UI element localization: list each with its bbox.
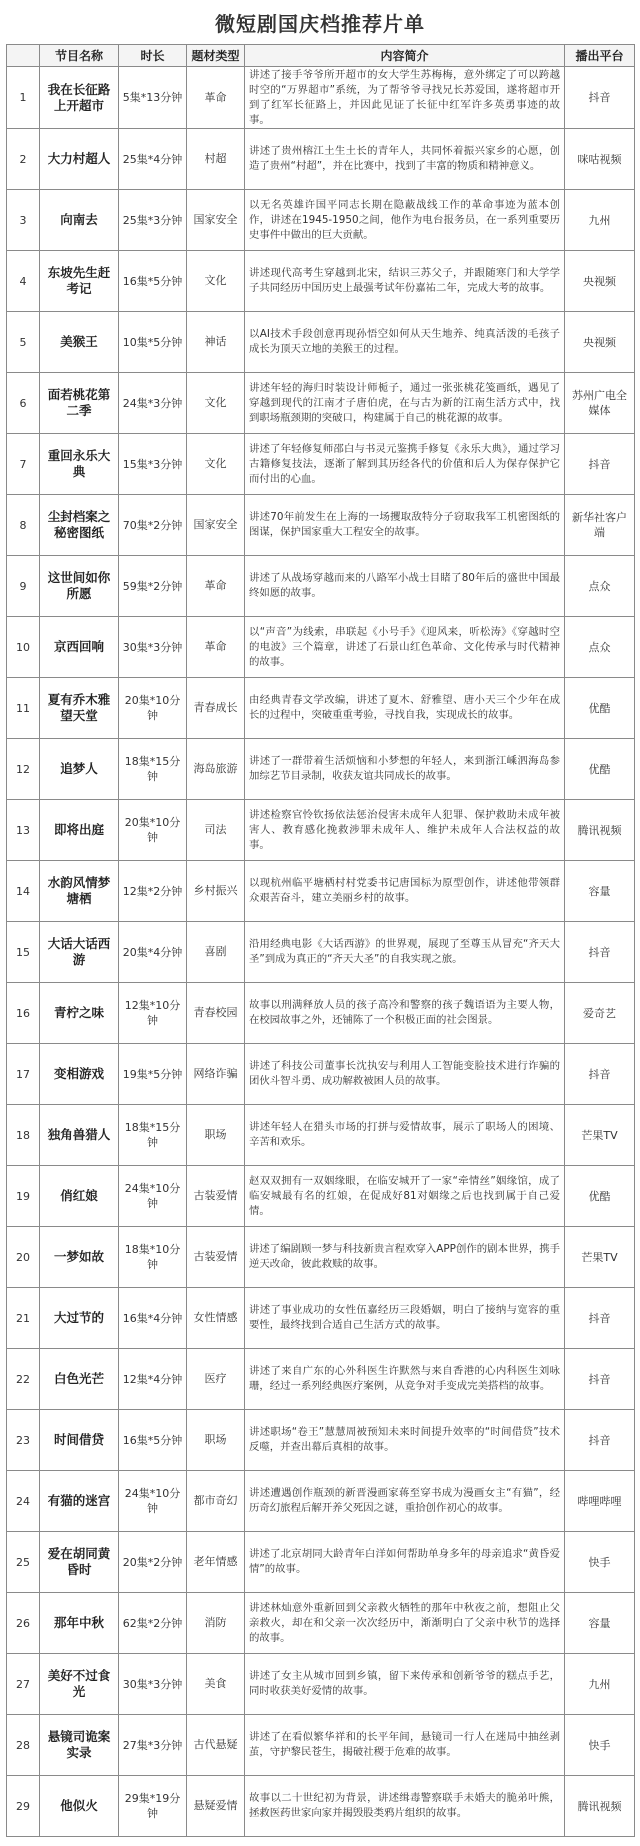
row-number: 24	[7, 1471, 40, 1532]
row-number: 29	[7, 1776, 40, 1837]
duration: 24集*10分钟	[119, 1471, 187, 1532]
description: 讲述检察官怜钦扬依法惩治侵害未成年人犯罪、保护救助未成年被害人、教育感化挽救涉罪未成年人、维护未成年人合法权益的故事。	[249, 808, 560, 851]
description-cell	[245, 434, 565, 495]
program-name: 俏红娘	[40, 1166, 119, 1227]
header-platform: 播出平台	[565, 45, 635, 67]
row-number: 20	[7, 1227, 40, 1288]
program-name: 追梦人	[40, 739, 119, 800]
description-cell	[245, 129, 565, 190]
table-row	[7, 495, 635, 556]
table-row	[7, 67, 635, 129]
duration: 20集*10分钟	[119, 678, 187, 739]
duration: 10集*5分钟	[119, 312, 187, 373]
description-cell	[245, 1593, 565, 1654]
row-number: 21	[7, 1288, 40, 1349]
platform: 抖音	[565, 922, 635, 983]
duration: 18集*10分钟	[119, 1227, 187, 1288]
genre: 文化	[187, 434, 245, 495]
table-row	[7, 739, 635, 800]
description-cell	[245, 1471, 565, 1532]
duration: 24集*10分钟	[119, 1166, 187, 1227]
row-number: 10	[7, 617, 40, 678]
row-number: 14	[7, 861, 40, 922]
genre: 网络诈骗	[187, 1044, 245, 1105]
table-row	[7, 1044, 635, 1105]
program-name: 京西回响	[40, 617, 119, 678]
description: 讲述林灿意外重新回到父亲救火牺牲的那年中秋夜之前，想阻止父亲救火，却在和父亲一次次经历中，渐渐明白了父亲中秋节的选择的故事。	[249, 1601, 560, 1644]
genre: 国家安全	[187, 495, 245, 556]
header-duration: 时长	[119, 45, 187, 67]
table-row	[7, 129, 635, 190]
description-cell	[245, 373, 565, 434]
header-name: 节目名称	[40, 45, 119, 67]
description-cell	[245, 861, 565, 922]
duration: 12集*10分钟	[119, 983, 187, 1044]
duration: 20集*4分钟	[119, 922, 187, 983]
table-row	[7, 1471, 635, 1532]
description: 讲述了在看似繁华祥和的长平年间，悬镜司一行人在迷局中抽丝剥茧，守护黎民苍生，揭破社稷于危难的故事。	[249, 1731, 560, 1758]
description-cell	[245, 617, 565, 678]
table-row	[7, 1105, 635, 1166]
program-name: 那年中秋	[40, 1593, 119, 1654]
platform: 快手	[565, 1715, 635, 1776]
row-number: 4	[7, 251, 40, 312]
duration: 62集*2分钟	[119, 1593, 187, 1654]
table-row	[7, 1715, 635, 1776]
duration: 24集*3分钟	[119, 373, 187, 434]
table-row	[7, 1532, 635, 1593]
platform: 爱奇艺	[565, 983, 635, 1044]
genre: 海岛旅游	[187, 739, 245, 800]
platform: 抖音	[565, 1044, 635, 1105]
duration: 25集*4分钟	[119, 129, 187, 190]
description: 讲述了接手爷爷所开超市的女大学生苏梅梅，意外绑定了可以跨越时空的“万界超市”系统，为了帮爷爷寻找兄长苏爱国，遂将超市开到了红军长征路上，并因此见证了长征中红军许多英勇事迹的故事。	[249, 69, 560, 126]
genre: 都市奇幻	[187, 1471, 245, 1532]
duration: 12集*4分钟	[119, 1349, 187, 1410]
genre: 文化	[187, 251, 245, 312]
program-name: 我在长征路上开超市	[40, 67, 119, 129]
description: 讲述了从战场穿越而来的八路军小战士目睹了80年后的盛世中国最终如愿的故事。	[249, 572, 560, 599]
description-cell	[245, 251, 565, 312]
description: 讲述现代高考生穿越到北宋，结识三苏父子，并跟随寒门和大学学子共同经历中国历史上最强考试年份嘉祐二年，完成大考的故事。	[249, 267, 560, 294]
description-cell	[245, 312, 565, 373]
platform: 九州	[565, 1654, 635, 1715]
description-cell	[245, 678, 565, 739]
genre: 乡村振兴	[187, 861, 245, 922]
description: 讲述了年轻修复师邵白与书灵元鉴携手修复《永乐大典》，通过学习古籍修复技法，逐渐了解到其历经各代的价值和后人为保存保护它而付出的心血。	[249, 442, 560, 485]
duration: 18集*15分钟	[119, 739, 187, 800]
description-cell	[245, 922, 565, 983]
program-name: 悬镜司诡案实录	[40, 1715, 119, 1776]
genre: 青春校园	[187, 983, 245, 1044]
description-cell	[245, 1044, 565, 1105]
genre: 神话	[187, 312, 245, 373]
program-name: 即将出庭	[40, 800, 119, 861]
platform: 优酷	[565, 739, 635, 800]
duration: 12集*2分钟	[119, 861, 187, 922]
program-name: 独角兽猎人	[40, 1105, 119, 1166]
genre: 古装爱情	[187, 1227, 245, 1288]
duration: 16集*5分钟	[119, 251, 187, 312]
platform: 哔哩哔哩	[565, 1471, 635, 1532]
genre: 职场	[187, 1105, 245, 1166]
row-number: 27	[7, 1654, 40, 1715]
platform: 九州	[565, 190, 635, 251]
duration: 70集*2分钟	[119, 495, 187, 556]
description-cell	[245, 1410, 565, 1471]
duration: 30集*3分钟	[119, 1654, 187, 1715]
table-row	[7, 1410, 635, 1471]
header-num	[7, 45, 40, 67]
platform: 咪咕视频	[565, 129, 635, 190]
genre: 文化	[187, 373, 245, 434]
description-cell	[245, 1776, 565, 1837]
program-name: 大过节的	[40, 1288, 119, 1349]
genre: 古代悬疑	[187, 1715, 245, 1776]
program-name: 白色光芒	[40, 1349, 119, 1410]
row-number: 26	[7, 1593, 40, 1654]
description-cell	[245, 190, 565, 251]
row-number: 13	[7, 800, 40, 861]
description: 讲述了贵州榕江土生土长的青年人，共同怀着振兴家乡的心愿，创造了贵州“村超”，并在比赛中，找到了丰富的物质和精神意义。	[249, 145, 560, 172]
genre: 青春成长	[187, 678, 245, 739]
row-number: 7	[7, 434, 40, 495]
description-cell	[245, 495, 565, 556]
duration: 16集*4分钟	[119, 1288, 187, 1349]
genre: 悬疑爱情	[187, 1776, 245, 1837]
row-number: 19	[7, 1166, 40, 1227]
table-row	[7, 1776, 635, 1837]
description: 以无名英雄许国平同志长期在隐蔽战线工作的革命事迹为蓝本创作，讲述在1945-1950之间，他作为电台报务员，在一系列重要历史事件中做出的巨大贡献。	[249, 198, 560, 241]
platform: 芒果TV	[565, 1227, 635, 1288]
row-number: 23	[7, 1410, 40, 1471]
program-name: 时间借贷	[40, 1410, 119, 1471]
description: 以AI技术手段创意再现孙悟空如何从天生地养、纯真活泼的毛孩子成长为顶天立地的美猴王的过程。	[249, 328, 560, 355]
row-number: 2	[7, 129, 40, 190]
description: 以“声音”为线索，串联起《小号手》《迎风来，听松涛》《穿越时空的电波》三个篇章，讲述了石景山红色革命、文化传承与时代精神的故事。	[249, 625, 560, 668]
platform: 点众	[565, 556, 635, 617]
description: 讲述了事业成功的女性伍嘉经历三段婚姻，明白了接纳与宽容的重要性，最终找到合适自己生活方式的故事。	[249, 1304, 560, 1331]
table-row	[7, 373, 635, 434]
description: 讲述了北京胡同大龄青年白洋如何帮助单身多年的母亲追求“黄昏爱情”的故事。	[249, 1548, 560, 1575]
platform: 抖音	[565, 1349, 635, 1410]
row-number: 16	[7, 983, 40, 1044]
program-name: 有猫的迷宫	[40, 1471, 119, 1532]
description: 赵双双拥有一双姻缘眼，在临安城开了一家“牵情丝”姻缘馆，成了临安城最有名的红娘，在促成好81对姻缘之后也找到属于自己爱情。	[249, 1174, 560, 1217]
duration: 27集*3分钟	[119, 1715, 187, 1776]
genre: 女性情感	[187, 1288, 245, 1349]
program-name: 这世间如你所愿	[40, 556, 119, 617]
table-row	[7, 190, 635, 251]
program-name: 爱在胡同黄昏时	[40, 1532, 119, 1593]
row-number: 28	[7, 1715, 40, 1776]
table-row	[7, 983, 635, 1044]
platform: 优酷	[565, 1166, 635, 1227]
program-name: 尘封档案之秘密图纸	[40, 495, 119, 556]
duration: 15集*3分钟	[119, 434, 187, 495]
platform: 新华社客户端	[565, 495, 635, 556]
genre: 喜剧	[187, 922, 245, 983]
table-row	[7, 251, 635, 312]
program-name: 大力村超人	[40, 129, 119, 190]
row-number: 22	[7, 1349, 40, 1410]
program-name: 水韵风情梦塘栖	[40, 861, 119, 922]
description-cell	[245, 1715, 565, 1776]
description-cell	[245, 1105, 565, 1166]
platform: 抖音	[565, 1288, 635, 1349]
duration: 5集*13分钟	[119, 67, 187, 129]
description-cell	[245, 67, 565, 129]
platform: 容量	[565, 861, 635, 922]
program-name: 他似火	[40, 1776, 119, 1837]
platform: 腾讯视频	[565, 1776, 635, 1837]
row-number: 15	[7, 922, 40, 983]
table-row	[7, 434, 635, 495]
platform: 点众	[565, 617, 635, 678]
row-number: 12	[7, 739, 40, 800]
duration: 20集*10分钟	[119, 800, 187, 861]
row-number: 5	[7, 312, 40, 373]
row-number: 18	[7, 1105, 40, 1166]
program-name: 青柠之味	[40, 983, 119, 1044]
platform: 芒果TV	[565, 1105, 635, 1166]
platform: 央视频	[565, 312, 635, 373]
platform: 快手	[565, 1532, 635, 1593]
description-cell	[245, 556, 565, 617]
description: 讲述年轻人在猎头市场的打拼与爱情故事，展示了职场人的困境、辛苦和欢乐。	[249, 1121, 560, 1148]
description: 讲述遭遇创作瓶颈的新晋漫画家蒋至穿书成为漫画女主“有猫”，经历奇幻旅程后解开养父死因之谜，重拾创作初心的故事。	[249, 1487, 560, 1514]
program-name: 美猴王	[40, 312, 119, 373]
description-cell	[245, 1532, 565, 1593]
program-name: 一梦如故	[40, 1227, 119, 1288]
description: 以现杭州临平塘栖村村党委书记唐国标为原型创作，讲述他带领群众艰苦奋斗，建立美丽乡村的故事。	[249, 877, 560, 904]
description-cell	[245, 1654, 565, 1715]
platform: 抖音	[565, 434, 635, 495]
table-row	[7, 312, 635, 373]
program-name: 向南去	[40, 190, 119, 251]
duration: 19集*5分钟	[119, 1044, 187, 1105]
program-name: 美好不过食光	[40, 1654, 119, 1715]
table-row	[7, 1654, 635, 1715]
description: 故事以二十世纪初为背景，讲述缉毒警察联手未婚夫的脆弟叶熊，拯救医药世家向家并揭毁股类鸦片组织的故事。	[249, 1792, 560, 1819]
description-cell	[245, 1349, 565, 1410]
duration: 29集*19分钟	[119, 1776, 187, 1837]
description: 由经典青春文学改编，讲述了夏木、舒雅望、唐小天三个少年在成长的过程中，突破重重考验，寻找自我，实现成长的故事。	[249, 694, 560, 721]
program-name: 东坡先生赶考记	[40, 251, 119, 312]
description: 讲述了编剧顾一梦与科技新贵言程欢穿入APP创作的剧本世界，携手逆天改命，彼此救赎的故事。	[249, 1243, 560, 1270]
page-title: 微短剧国庆档推荐片单	[215, 12, 425, 36]
genre: 革命	[187, 617, 245, 678]
recommendation-table	[6, 44, 635, 1837]
genre: 老年情感	[187, 1532, 245, 1593]
program-name: 重回永乐大典	[40, 434, 119, 495]
genre: 美食	[187, 1654, 245, 1715]
description: 讲述职场“卷王”慧慧周被预知未来时间提升效率的“时间借贷”技术反噬，并查出幕后真相的故事。	[249, 1426, 560, 1453]
table-row	[7, 1166, 635, 1227]
genre: 革命	[187, 67, 245, 129]
platform: 优酷	[565, 678, 635, 739]
description: 沿用经典电影《大话西游》的世界观，展现了至尊玉从冒充“齐天大圣”到成为真正的“齐天大圣”的自我实现之旅。	[249, 938, 560, 965]
description: 讲述年轻的海归时装设计师栀子，通过一张张桃花笺画纸，遇见了穿越到现代的江南才子唐伯虎，在与古为新的江南生活方式中，找到职场瓶颈期的突破口，构建属于自己的桃花源的故事。	[249, 381, 560, 424]
duration: 20集*2分钟	[119, 1532, 187, 1593]
platform: 抖音	[565, 67, 635, 129]
table-row	[7, 678, 635, 739]
row-number: 8	[7, 495, 40, 556]
row-number: 3	[7, 190, 40, 251]
row-number: 6	[7, 373, 40, 434]
table-row	[7, 617, 635, 678]
program-name: 大话大话西游	[40, 922, 119, 983]
table-row	[7, 800, 635, 861]
description-cell	[245, 983, 565, 1044]
program-name: 变相游戏	[40, 1044, 119, 1105]
platform: 苏州广电全媒体	[565, 373, 635, 434]
duration: 30集*3分钟	[119, 617, 187, 678]
header-desc: 内容简介	[245, 45, 565, 67]
platform: 央视频	[565, 251, 635, 312]
description: 讲述70年前发生在上海的一场攫取敌特分子窃取我军工机密图纸的图谋，保护国家重大工程安全的故事。	[249, 511, 560, 538]
header-row	[7, 45, 635, 67]
genre: 司法	[187, 800, 245, 861]
table-row	[7, 1349, 635, 1410]
description-cell	[245, 800, 565, 861]
genre: 医疗	[187, 1349, 245, 1410]
genre: 消防	[187, 1593, 245, 1654]
table-row	[7, 922, 635, 983]
table-row	[7, 556, 635, 617]
row-number: 25	[7, 1532, 40, 1593]
header-genre: 题材类型	[187, 45, 245, 67]
row-number: 17	[7, 1044, 40, 1105]
genre: 革命	[187, 556, 245, 617]
program-name: 面若桃花第二季	[40, 373, 119, 434]
description: 讲述了来自广东的心外科医生许默然与来自香港的心内科医生刘咏珊，经过一系列经典医疗案例，从竞争对手变成完美搭档的故事。	[249, 1365, 560, 1392]
genre: 村超	[187, 129, 245, 190]
row-number: 9	[7, 556, 40, 617]
duration: 16集*5分钟	[119, 1410, 187, 1471]
genre: 职场	[187, 1410, 245, 1471]
description: 讲述了科技公司董事长沈执安与利用人工智能变脸技术进行诈骗的团伙斗智斗勇、成功解救被困人员的故事。	[249, 1060, 560, 1087]
platform: 腾讯视频	[565, 800, 635, 861]
description-cell	[245, 739, 565, 800]
duration: 59集*2分钟	[119, 556, 187, 617]
platform: 抖音	[565, 1410, 635, 1471]
description: 讲述了一群带着生活烦恼和小梦想的年轻人，来到浙江嵊泗海岛参加综艺节目录制，收获友谊共同成长的故事。	[249, 755, 560, 782]
genre: 古装爱情	[187, 1166, 245, 1227]
duration: 18集*15分钟	[119, 1105, 187, 1166]
table-row	[7, 861, 635, 922]
description-cell	[245, 1166, 565, 1227]
row-number: 11	[7, 678, 40, 739]
description-cell	[245, 1288, 565, 1349]
platform: 容量	[565, 1593, 635, 1654]
description: 故事以刑满释放人员的孩子高冷和警察的孩子魏语语为主要人物，在校园故事之外，还铺陈了一个积极正面的社会图景。	[249, 999, 560, 1026]
table-row	[7, 1227, 635, 1288]
description-cell	[245, 1227, 565, 1288]
table-row	[7, 1593, 635, 1654]
description: 讲述了女主从城市回到乡镇，留下来传承和创新爷爷的糕点手艺，同时收获美好爱情的故事。	[249, 1670, 560, 1697]
genre: 国家安全	[187, 190, 245, 251]
program-name: 夏有乔木雅望天堂	[40, 678, 119, 739]
table-row	[7, 1288, 635, 1349]
row-number: 1	[7, 67, 40, 129]
duration: 25集*3分钟	[119, 190, 187, 251]
